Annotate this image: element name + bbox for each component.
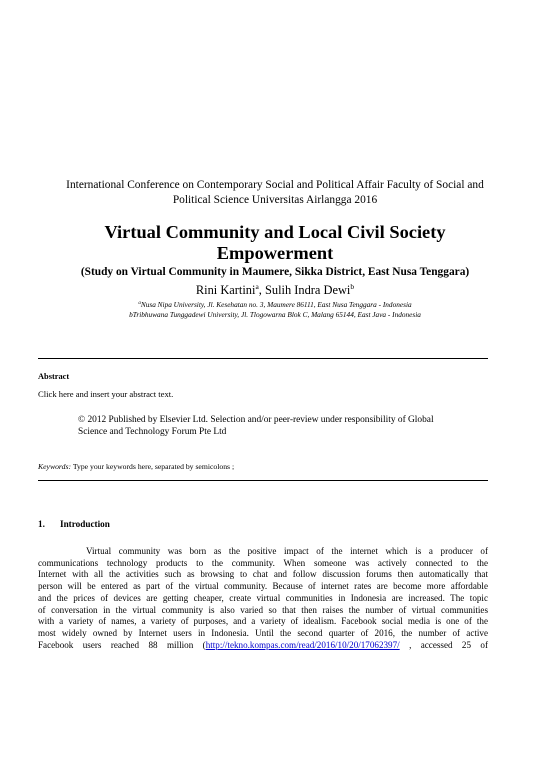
paper-title xyxy=(30,222,520,263)
paper-subtitle: (Study on Virtual Community in Maumere, Sikka District, East Nusa Tenggara) xyxy=(80,266,470,278)
author-affiliation-mark-1: a xyxy=(255,282,259,291)
body-line: person will be entered as part of the virtual community. Because of internet rates are become more affordable xyxy=(38,581,488,592)
section-heading-introduction xyxy=(38,519,110,529)
conference-line-2: Political Science Universitas Airlangga 2016 xyxy=(172,193,378,206)
body-line: most widely owned by Internet users in Indonesia. Until the second quarter of 2016, the number of active xyxy=(38,627,488,638)
source-link[interactable]: http://tekno.kompas.com/read/2016/10/20/17062397/ xyxy=(205,639,400,650)
divider-top xyxy=(38,358,488,359)
affiliation-a xyxy=(30,299,520,309)
conference-header xyxy=(30,178,520,207)
introduction-body xyxy=(38,546,488,651)
paper-title-line-2: Empowerment xyxy=(216,242,334,263)
author-separator: , xyxy=(258,283,265,297)
body-line-last-prefix: Facebook users reached 88 million ( xyxy=(38,639,206,650)
body-line: Virtual community was born as the positive impact of the internet which is a producer of xyxy=(86,546,488,556)
copyright-notice xyxy=(78,415,478,438)
section-title: Introduction xyxy=(60,519,110,529)
author-affiliation-mark-2: b xyxy=(350,282,355,291)
section-number: 1. xyxy=(38,519,45,529)
body-line-last-suffix: , accessed 25 of xyxy=(399,639,489,650)
keywords-line xyxy=(38,462,234,471)
abstract-heading: Abstract xyxy=(38,372,70,381)
author-name-2: Sulih Indra Dewi xyxy=(265,283,351,297)
abstract-text: Click here and insert your abstract text. xyxy=(38,389,174,399)
author-name-1: Rini Kartini xyxy=(195,283,256,297)
affiliation-a-mark: a xyxy=(138,301,141,306)
keywords-label: Keywords: xyxy=(38,462,72,471)
body-line: with a variety of names, a variety of purposes, and a variety of idealism. Facebook social media is one of the xyxy=(38,616,488,627)
copyright-line-1: © 2012 Published by Elsevier Ltd. Selection and/or peer-review under responsibility of Global xyxy=(78,415,434,425)
affiliation-b: bTribhuwana Tunggadewi University, Jl. Tlogowarna Blok C, Malang 65144, East Java - Indonesia xyxy=(129,310,421,319)
body-line-last xyxy=(38,640,488,652)
body-line: and the prices of devices are getting cheaper, create virtual communities in Indonesia are increased. The topic xyxy=(38,592,488,603)
divider-bottom xyxy=(38,480,488,481)
author-list xyxy=(30,279,520,298)
conference-line-1: International Conference on Contemporary Social and Political Affair Faculty of Social and xyxy=(66,179,484,191)
keywords-text: Type your keywords here, separated by semicolons ; xyxy=(71,462,235,471)
paper-title-line-1: Virtual Community and Local Civil Society xyxy=(104,222,446,242)
body-line: Internet with all the activities such as browsing to chat and follow discussion forums then automatically that xyxy=(38,569,488,580)
copyright-line-2: Science and Technology Forum Pte Ltd xyxy=(78,426,227,437)
affiliation-a-text: Nusa Nipa University, Jl. Kesehatan no. 3, Maumere 86111, East Nusa Tenggara - Indonesia xyxy=(140,300,412,309)
body-line: of conversation in the virtual community is also varied so that then raises the number of virtual communities xyxy=(38,604,488,615)
body-line: communications technology products to the community. When someone was actively connected to the xyxy=(38,557,488,568)
